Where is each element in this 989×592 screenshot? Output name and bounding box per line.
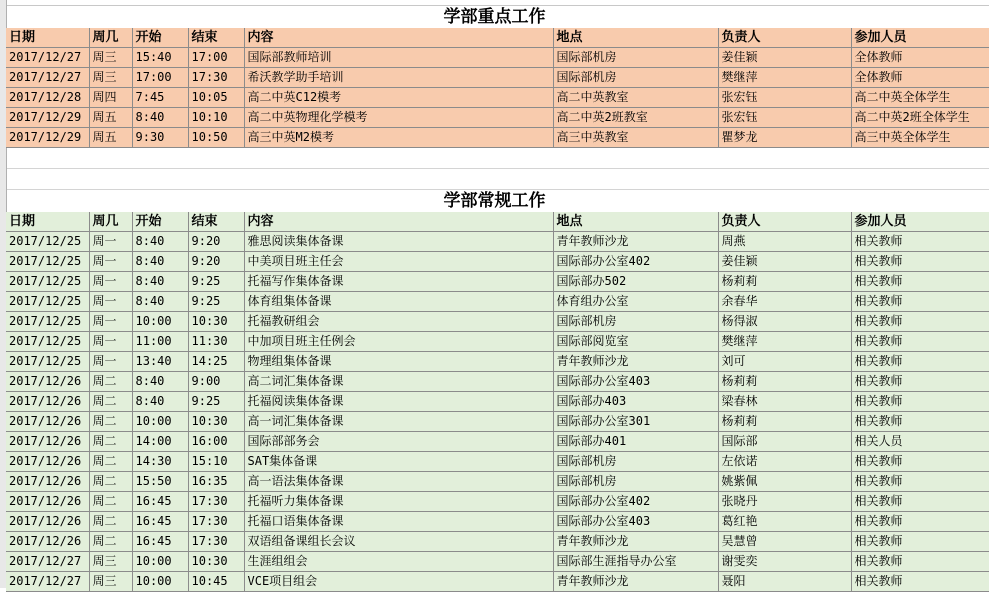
table-cell[interactable]: 2017/12/25 bbox=[6, 292, 89, 312]
table-cell[interactable]: 17:30 bbox=[188, 68, 244, 88]
table-cell[interactable]: 相关教师 bbox=[851, 472, 989, 492]
table-cell[interactable]: 高一语法集体备课 bbox=[244, 472, 553, 492]
table-cell[interactable]: 2017/12/27 bbox=[6, 552, 89, 572]
table-cell[interactable]: 高二中英物理化学模考 bbox=[244, 108, 553, 128]
table-cell[interactable]: 国际部办502 bbox=[553, 272, 718, 292]
table-cell[interactable]: 相关教师 bbox=[851, 232, 989, 252]
table-cell[interactable]: 高二中英教室 bbox=[553, 88, 718, 108]
table-cell[interactable]: 16:35 bbox=[188, 472, 244, 492]
table-row bbox=[6, 532, 989, 552]
table-cell[interactable]: 高二中英2班全体学生 bbox=[851, 108, 989, 128]
table-cell[interactable]: 周二 bbox=[89, 412, 132, 432]
table-cell[interactable]: 7:45 bbox=[132, 88, 188, 108]
table-row bbox=[6, 492, 989, 512]
key-work-table bbox=[6, 28, 989, 148]
table-cell[interactable]: 周三 bbox=[89, 572, 132, 592]
table-cell[interactable]: 青年教师沙龙 bbox=[553, 232, 718, 252]
table-cell[interactable]: 国际部办公室403 bbox=[553, 372, 718, 392]
table-cell[interactable]: 国际部办公室402 bbox=[553, 492, 718, 512]
column-header[interactable]: 负责人 bbox=[718, 28, 851, 48]
table-cell[interactable]: 2017/12/26 bbox=[6, 452, 89, 472]
table-cell[interactable]: 托福阅读集体备课 bbox=[244, 392, 553, 412]
table-cell[interactable]: 8:40 bbox=[132, 252, 188, 272]
table-cell[interactable]: 17:00 bbox=[132, 68, 188, 88]
table-cell[interactable]: 余春华 bbox=[718, 292, 851, 312]
table-cell[interactable]: 相关教师 bbox=[851, 252, 989, 272]
table-cell[interactable]: 谢雯奕 bbox=[718, 552, 851, 572]
table-cell[interactable]: 2017/12/27 bbox=[6, 48, 89, 68]
table-cell[interactable]: 国际部办403 bbox=[553, 392, 718, 412]
table-row bbox=[6, 272, 989, 292]
column-header[interactable]: 负责人 bbox=[718, 212, 851, 232]
table-cell[interactable]: 全体教师 bbox=[851, 68, 989, 88]
table-cell[interactable]: 相关教师 bbox=[851, 392, 989, 412]
table-cell[interactable]: 10:50 bbox=[188, 128, 244, 148]
table-cell[interactable]: 8:40 bbox=[132, 372, 188, 392]
table-cell[interactable]: 相关教师 bbox=[851, 332, 989, 352]
column-header[interactable]: 结束 bbox=[188, 28, 244, 48]
table-cell[interactable]: 托福写作集体备课 bbox=[244, 272, 553, 292]
table-cell[interactable]: 2017/12/25 bbox=[6, 312, 89, 332]
table-cell[interactable]: 张宏钰 bbox=[718, 88, 851, 108]
table-row bbox=[6, 552, 989, 572]
table-cell[interactable]: 中美项目班主任会 bbox=[244, 252, 553, 272]
table-cell[interactable]: 中加项目班主任例会 bbox=[244, 332, 553, 352]
table-cell[interactable]: 周五 bbox=[89, 108, 132, 128]
table-cell[interactable]: 相关教师 bbox=[851, 352, 989, 372]
table-cell[interactable]: 10:30 bbox=[188, 312, 244, 332]
table-cell[interactable]: SAT集体备课 bbox=[244, 452, 553, 472]
table-cell[interactable]: 2017/12/28 bbox=[6, 88, 89, 108]
table-cell[interactable]: 9:25 bbox=[188, 272, 244, 292]
table-row bbox=[6, 68, 989, 88]
table-cell[interactable]: 周一 bbox=[89, 312, 132, 332]
table-cell[interactable]: 双语组备课组长会议 bbox=[244, 532, 553, 552]
table-cell[interactable]: 相关教师 bbox=[851, 492, 989, 512]
table-cell[interactable]: 张晓丹 bbox=[718, 492, 851, 512]
table-cell[interactable]: 15:50 bbox=[132, 472, 188, 492]
table-cell[interactable]: 周一 bbox=[89, 332, 132, 352]
table-cell[interactable]: 9:00 bbox=[188, 372, 244, 392]
table-cell[interactable]: 国际部机房 bbox=[553, 68, 718, 88]
table-cell[interactable]: 国际部办公室402 bbox=[553, 252, 718, 272]
table-cell[interactable]: 周五 bbox=[89, 128, 132, 148]
table-cell[interactable]: 17:30 bbox=[188, 532, 244, 552]
table-cell[interactable]: 国际部办公室403 bbox=[553, 512, 718, 532]
section-title-key-work: 学部重点工作 bbox=[443, 7, 546, 27]
table-cell[interactable]: 国际部办401 bbox=[553, 432, 718, 452]
gridline bbox=[0, 168, 989, 169]
table-cell[interactable]: 2017/12/25 bbox=[6, 272, 89, 292]
table-cell[interactable]: 9:20 bbox=[188, 252, 244, 272]
table-cell[interactable]: 生涯组组会 bbox=[244, 552, 553, 572]
table-cell[interactable]: 2017/12/26 bbox=[6, 432, 89, 452]
table-row bbox=[6, 512, 989, 532]
table-cell[interactable]: 周二 bbox=[89, 452, 132, 472]
table-cell[interactable]: 2017/12/26 bbox=[6, 472, 89, 492]
table-cell[interactable]: 周二 bbox=[89, 432, 132, 452]
table-cell[interactable]: 青年教师沙龙 bbox=[553, 572, 718, 592]
table-cell[interactable]: 国际部机房 bbox=[553, 48, 718, 68]
table-cell[interactable]: 相关教师 bbox=[851, 412, 989, 432]
table-cell[interactable]: 2017/12/27 bbox=[6, 572, 89, 592]
table-cell[interactable]: 14:00 bbox=[132, 432, 188, 452]
table-cell[interactable]: 周二 bbox=[89, 492, 132, 512]
table-cell[interactable]: 15:10 bbox=[188, 452, 244, 472]
table-cell[interactable]: 左依诺 bbox=[718, 452, 851, 472]
table-cell[interactable]: 11:00 bbox=[132, 332, 188, 352]
table-row bbox=[6, 412, 989, 432]
table-cell[interactable]: 国际部 bbox=[718, 432, 851, 452]
table-row bbox=[6, 48, 989, 68]
table-cell[interactable]: 14:30 bbox=[132, 452, 188, 472]
table-row bbox=[6, 432, 989, 452]
table-cell[interactable]: 10:30 bbox=[188, 412, 244, 432]
table-cell[interactable]: 相关教师 bbox=[851, 272, 989, 292]
table-cell[interactable]: 9:30 bbox=[132, 128, 188, 148]
table-cell[interactable]: 8:40 bbox=[132, 272, 188, 292]
table-cell[interactable]: 高三中英全体学生 bbox=[851, 128, 989, 148]
column-header[interactable]: 结束 bbox=[188, 212, 244, 232]
table-cell[interactable]: 姚紫佩 bbox=[718, 472, 851, 492]
column-header[interactable]: 日期 bbox=[6, 28, 89, 48]
table-cell[interactable]: 梁春林 bbox=[718, 392, 851, 412]
table-cell[interactable]: 15:40 bbox=[132, 48, 188, 68]
table-row bbox=[6, 392, 989, 412]
column-header[interactable]: 日期 bbox=[6, 212, 89, 232]
table-cell[interactable]: 2017/12/26 bbox=[6, 532, 89, 552]
table-cell[interactable]: 14:25 bbox=[188, 352, 244, 372]
column-header[interactable]: 开始 bbox=[132, 212, 188, 232]
table-cell[interactable]: 周四 bbox=[89, 88, 132, 108]
table-row bbox=[6, 572, 989, 592]
table-cell[interactable]: 相关教师 bbox=[851, 452, 989, 472]
table-row bbox=[6, 88, 989, 108]
table-cell[interactable]: 9:20 bbox=[188, 232, 244, 252]
table-cell[interactable]: 高三中英M2模考 bbox=[244, 128, 553, 148]
table-row bbox=[6, 312, 989, 332]
table-cell[interactable]: 周二 bbox=[89, 472, 132, 492]
table-cell[interactable]: 2017/12/26 bbox=[6, 512, 89, 532]
section-title-routine-work: 学部常规工作 bbox=[443, 191, 546, 211]
table-cell[interactable]: 相关人员 bbox=[851, 432, 989, 452]
table-cell[interactable]: 16:00 bbox=[188, 432, 244, 452]
table-cell[interactable]: 国际部阅览室 bbox=[553, 332, 718, 352]
table-cell[interactable]: 国际部机房 bbox=[553, 452, 718, 472]
table-cell[interactable]: 8:40 bbox=[132, 108, 188, 128]
table-cell[interactable]: 10:45 bbox=[188, 572, 244, 592]
table-cell[interactable]: 2017/12/25 bbox=[6, 232, 89, 252]
table-cell[interactable]: 16:45 bbox=[132, 512, 188, 532]
column-header[interactable]: 开始 bbox=[132, 28, 188, 48]
table-cell[interactable]: 周一 bbox=[89, 352, 132, 372]
table-row bbox=[6, 232, 989, 252]
table-cell[interactable]: 10:00 bbox=[132, 572, 188, 592]
table-row bbox=[6, 128, 989, 148]
table-cell[interactable]: 高二中英2班教室 bbox=[553, 108, 718, 128]
column-header[interactable]: 地点 bbox=[553, 28, 718, 48]
table-cell[interactable]: 全体教师 bbox=[851, 48, 989, 68]
table-cell[interactable]: 吴慧曾 bbox=[718, 532, 851, 552]
table-cell[interactable]: 10:30 bbox=[188, 552, 244, 572]
table-row bbox=[6, 108, 989, 128]
column-header[interactable]: 周几 bbox=[89, 212, 132, 232]
table-row bbox=[6, 452, 989, 472]
table-cell[interactable]: VCE项目组会 bbox=[244, 572, 553, 592]
table-cell[interactable]: 高二中英C12模考 bbox=[244, 88, 553, 108]
table-cell[interactable]: 2017/12/25 bbox=[6, 332, 89, 352]
table-cell[interactable]: 17:30 bbox=[188, 512, 244, 532]
table-cell[interactable]: 9:25 bbox=[188, 292, 244, 312]
table-cell[interactable]: 2017/12/29 bbox=[6, 108, 89, 128]
table-cell[interactable]: 高二中英全体学生 bbox=[851, 88, 989, 108]
table-cell[interactable]: 姜佳颖 bbox=[718, 252, 851, 272]
table-cell[interactable]: 周燕 bbox=[718, 232, 851, 252]
table-cell[interactable]: 2017/12/29 bbox=[6, 128, 89, 148]
table-cell[interactable]: 国际部教师培训 bbox=[244, 48, 553, 68]
table-cell[interactable]: 高一词汇集体备课 bbox=[244, 412, 553, 432]
table-cell[interactable]: 10:05 bbox=[188, 88, 244, 108]
column-header[interactable]: 参加人员 bbox=[851, 212, 989, 232]
table-cell[interactable]: 物理组集体备课 bbox=[244, 352, 553, 372]
table-cell[interactable]: 2017/12/25 bbox=[6, 252, 89, 272]
table-row bbox=[6, 472, 989, 492]
table-cell[interactable]: 国际部机房 bbox=[553, 472, 718, 492]
table-cell[interactable]: 国际部部务会 bbox=[244, 432, 553, 452]
table-row bbox=[6, 292, 989, 312]
routine-work-table bbox=[6, 212, 989, 592]
table-cell[interactable]: 2017/12/26 bbox=[6, 372, 89, 392]
table-cell[interactable]: 相关教师 bbox=[851, 572, 989, 592]
table-cell[interactable]: 10:10 bbox=[188, 108, 244, 128]
table-cell[interactable]: 相关教师 bbox=[851, 532, 989, 552]
table-cell[interactable]: 樊继萍 bbox=[718, 68, 851, 88]
table-cell[interactable]: 托福口语集体备课 bbox=[244, 512, 553, 532]
table-cell[interactable]: 刘可 bbox=[718, 352, 851, 372]
table-cell[interactable]: 杨莉莉 bbox=[718, 372, 851, 392]
table-cell[interactable]: 相关教师 bbox=[851, 312, 989, 332]
table-row bbox=[6, 352, 989, 372]
table-cell[interactable]: 姜佳颖 bbox=[718, 48, 851, 68]
table-cell[interactable]: 樊继萍 bbox=[718, 332, 851, 352]
table-cell[interactable]: 体育组集体备课 bbox=[244, 292, 553, 312]
table-cell[interactable]: 高二词汇集体备课 bbox=[244, 372, 553, 392]
table-cell[interactable]: 2017/12/26 bbox=[6, 392, 89, 412]
table-cell[interactable]: 周一 bbox=[89, 232, 132, 252]
table-cell[interactable]: 青年教师沙龙 bbox=[553, 532, 718, 552]
table-cell[interactable]: 杨得淑 bbox=[718, 312, 851, 332]
table-cell[interactable]: 相关教师 bbox=[851, 552, 989, 572]
table-cell[interactable]: 雅思阅读集体备课 bbox=[244, 232, 553, 252]
table-cell[interactable]: 9:25 bbox=[188, 392, 244, 412]
table-cell[interactable]: 8:40 bbox=[132, 232, 188, 252]
table-cell[interactable]: 国际部机房 bbox=[553, 312, 718, 332]
table-cell[interactable]: 10:00 bbox=[132, 552, 188, 572]
table-cell[interactable]: 青年教师沙龙 bbox=[553, 352, 718, 372]
header-row bbox=[6, 28, 989, 48]
table-row bbox=[6, 252, 989, 272]
table-cell[interactable]: 周三 bbox=[89, 68, 132, 88]
table-cell[interactable]: 10:00 bbox=[132, 312, 188, 332]
table-cell[interactable]: 周二 bbox=[89, 532, 132, 552]
table-cell[interactable]: 2017/12/26 bbox=[6, 412, 89, 432]
table-cell[interactable]: 相关教师 bbox=[851, 512, 989, 532]
column-header[interactable]: 内容 bbox=[244, 212, 553, 232]
table-cell[interactable]: 杨莉莉 bbox=[718, 272, 851, 292]
table-cell[interactable]: 13:40 bbox=[132, 352, 188, 372]
table-cell[interactable]: 杨莉莉 bbox=[718, 412, 851, 432]
table-cell[interactable]: 2017/12/26 bbox=[6, 492, 89, 512]
column-header[interactable]: 参加人员 bbox=[851, 28, 989, 48]
table-cell[interactable]: 8:40 bbox=[132, 292, 188, 312]
table-cell[interactable]: 8:40 bbox=[132, 392, 188, 412]
table-cell[interactable]: 16:45 bbox=[132, 492, 188, 512]
table-row bbox=[6, 372, 989, 392]
table-cell[interactable]: 相关教师 bbox=[851, 292, 989, 312]
table-cell[interactable]: 周一 bbox=[89, 272, 132, 292]
column-header[interactable]: 内容 bbox=[244, 28, 553, 48]
column-header[interactable]: 地点 bbox=[553, 212, 718, 232]
table-cell[interactable]: 葛红艳 bbox=[718, 512, 851, 532]
table-cell[interactable]: 希沃教学助手培训 bbox=[244, 68, 553, 88]
table-cell[interactable]: 11:30 bbox=[188, 332, 244, 352]
column-header[interactable]: 周几 bbox=[89, 28, 132, 48]
table-cell[interactable]: 聂阳 bbox=[718, 572, 851, 592]
table-cell[interactable]: 周二 bbox=[89, 392, 132, 412]
table-cell[interactable]: 17:30 bbox=[188, 492, 244, 512]
table-cell[interactable]: 瞿梦龙 bbox=[718, 128, 851, 148]
table-cell[interactable]: 周二 bbox=[89, 512, 132, 532]
table-cell[interactable]: 张宏钰 bbox=[718, 108, 851, 128]
table-cell[interactable]: 周三 bbox=[89, 552, 132, 572]
table-cell[interactable]: 周一 bbox=[89, 292, 132, 312]
table-cell[interactable]: 托福听力集体备课 bbox=[244, 492, 553, 512]
table-cell[interactable]: 高三中英教室 bbox=[553, 128, 718, 148]
table-cell[interactable]: 2017/12/27 bbox=[6, 68, 89, 88]
table-cell[interactable]: 2017/12/25 bbox=[6, 352, 89, 372]
table-row bbox=[6, 332, 989, 352]
table-cell[interactable]: 国际部办公室301 bbox=[553, 412, 718, 432]
header-row bbox=[6, 212, 989, 232]
table-cell[interactable]: 周二 bbox=[89, 372, 132, 392]
table-cell[interactable]: 周三 bbox=[89, 48, 132, 68]
table-cell[interactable]: 托福教研组会 bbox=[244, 312, 553, 332]
table-cell[interactable]: 10:00 bbox=[132, 412, 188, 432]
table-cell[interactable]: 相关教师 bbox=[851, 372, 989, 392]
table-cell[interactable]: 国际部生涯指导办公室 bbox=[553, 552, 718, 572]
table-cell[interactable]: 周一 bbox=[89, 252, 132, 272]
table-cell[interactable]: 17:00 bbox=[188, 48, 244, 68]
table-cell[interactable]: 16:45 bbox=[132, 532, 188, 552]
table-cell[interactable]: 体育组办公室 bbox=[553, 292, 718, 312]
